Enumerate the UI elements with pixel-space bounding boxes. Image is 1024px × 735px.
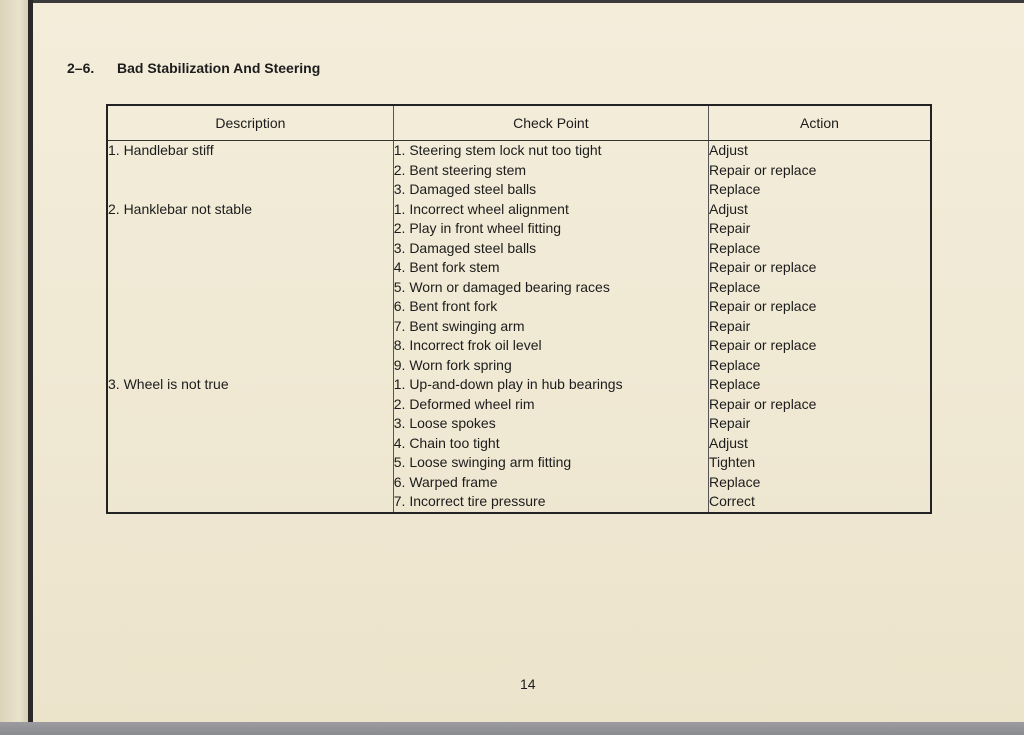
action-item: Adjust: [708, 434, 748, 451]
action-item: Replace: [708, 239, 761, 256]
check-point-item: 1. Steering stem lock nut too tight: [393, 142, 602, 158]
action-cell: [708, 141, 931, 200]
table-row: [107, 200, 931, 376]
action-item: Replace: [708, 278, 761, 295]
description-cell: [107, 141, 393, 200]
action-item: Adjust: [708, 200, 748, 217]
header-description: Description: [107, 105, 393, 141]
check-point-item: 5. Worn or damaged bearing races: [393, 278, 610, 295]
action-item: Repair: [708, 317, 751, 334]
symptom-description: 2. Hanklebar not stable: [108, 200, 252, 217]
check-point-cell: [393, 375, 708, 513]
action-cell: [708, 200, 931, 376]
check-point-item: 1. Up-and-down play in hub bearings: [393, 376, 623, 392]
check-point-item: 6. Bent front fork: [393, 298, 498, 314]
section-title: Bad Stabilization And Steering: [117, 60, 321, 76]
check-point-item: 4. Chain too tight: [393, 434, 500, 451]
action-item: Repair or replace: [708, 395, 817, 412]
header-action: Action: [708, 105, 931, 141]
section-heading: [67, 60, 320, 76]
action-item: Replace: [708, 473, 761, 490]
check-point-item: 4. Bent fork stem: [393, 259, 500, 275]
check-point-item: 5. Loose swinging arm fitting: [393, 454, 572, 470]
check-point-item: 2. Play in front wheel fitting: [393, 220, 562, 236]
action-item: Repair: [708, 415, 751, 431]
check-point-item: 2. Deformed wheel rim: [393, 395, 535, 412]
description-cell: [107, 375, 393, 513]
action-item: Repair or replace: [708, 298, 817, 314]
section-number: 2–6.: [67, 60, 95, 76]
header-check-point: Check Point: [393, 105, 708, 141]
check-point-item: 9. Worn fork spring: [393, 356, 512, 373]
page-number: 14: [520, 676, 536, 692]
action-cell: [708, 375, 931, 513]
check-point-item: 7. Incorrect tire pressure: [393, 493, 546, 509]
table-row: [107, 141, 931, 200]
action-item: Replace: [708, 181, 761, 197]
action-item: Repair or replace: [708, 337, 817, 353]
check-point-item: 3. Damaged steel balls: [393, 181, 537, 197]
check-point-item: 6. Warped frame: [393, 473, 498, 490]
symptom-description: 3. Wheel is not true: [108, 376, 229, 392]
action-item: Replace: [708, 356, 761, 373]
check-point-item: 1. Incorrect wheel alignment: [393, 200, 569, 217]
check-point-cell: [393, 141, 708, 200]
action-item: Adjust: [708, 142, 748, 158]
check-point-item: 7. Bent swinging arm: [393, 317, 525, 334]
table-row: [107, 375, 931, 513]
action-item: Repair: [708, 220, 751, 236]
troubleshooting-table: [106, 104, 932, 514]
action-item: Repair or replace: [708, 259, 817, 275]
description-cell: [107, 200, 393, 376]
action-item: Replace: [708, 376, 761, 392]
check-point-item: 2. Bent steering stem: [393, 161, 527, 178]
check-point-item: 3. Loose spokes: [393, 415, 496, 431]
check-point-item: 3. Damaged steel balls: [393, 239, 537, 256]
table-header-row: [107, 105, 931, 141]
action-item: Repair or replace: [708, 161, 817, 178]
check-point-cell: [393, 200, 708, 376]
action-item: Correct: [708, 493, 755, 509]
action-item: Tighten: [708, 454, 756, 470]
table-body: [107, 141, 931, 513]
symptom-description: 1. Handlebar stiff: [108, 142, 214, 158]
check-point-item: 8. Incorrect frok oil level: [393, 337, 542, 353]
scan-bottom-edge: [0, 722, 1024, 735]
